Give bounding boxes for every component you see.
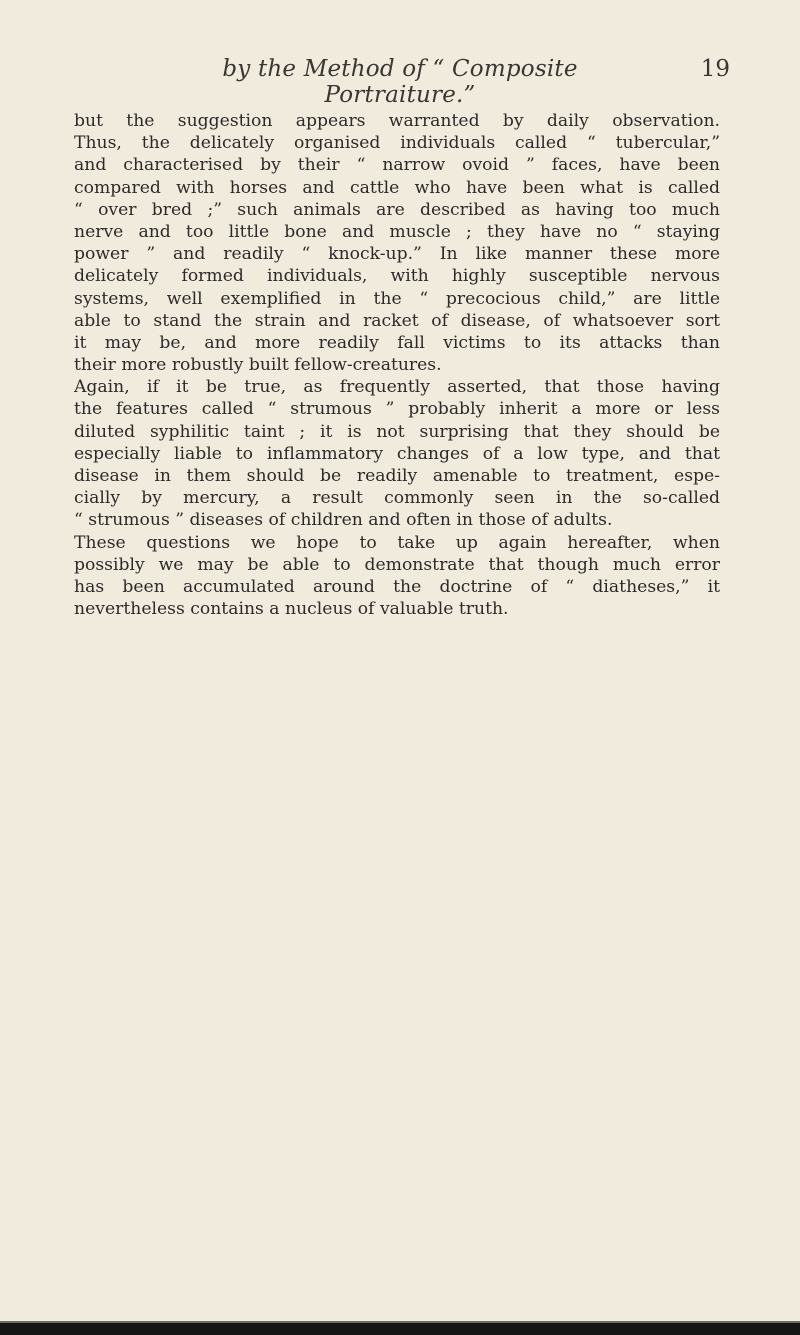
text-line: diluted syphilitic taint ; it is not surprising that they should be (74, 421, 720, 442)
text-line: but the suggestion appears warranted by daily observation. (74, 111, 720, 131)
text-line: nevertheless contains a nucleus of valuable truth. (74, 599, 509, 620)
text-line: the features called “ strumous ” probably inherit a more or less (74, 399, 720, 420)
text-line: These questions we hope to take up again hereafter, when (74, 532, 720, 553)
page-number: 19 (700, 56, 730, 82)
text-line: cially by mercury, a result commonly seen in the so-called (74, 488, 720, 509)
text-line: systems, well exemplified in the “ precocious child,” are little (74, 288, 720, 309)
running-head: by the Method of “ Composite Portraiture.” (222, 56, 578, 108)
text-line: delicately formed individuals, with highly susceptible nervous (74, 266, 720, 287)
text-line: power ” and readily “ knock-up.” In like manner these more (74, 244, 720, 265)
text-line: “ over bred ;” such animals are described as having too much (74, 199, 720, 220)
bottom-edge (0, 1323, 800, 1335)
text-line: their more robustly built fellow-creatures. (74, 355, 442, 376)
text-line: it may be, and more readily fall victims to its attacks than (74, 332, 720, 353)
text-line: especially liable to inflammatory changes of a low type, and that (74, 443, 720, 464)
text-line: Thus, the delicately organised individuals called “ tubercular,” (74, 133, 720, 154)
text-line: compared with horses and cattle who have been what is called (74, 177, 720, 198)
text-line: possibly we may be able to demonstrate that though much error (74, 554, 720, 575)
text-line: “ strumous ” diseases of children and often in those of adults. (74, 510, 613, 531)
text-line: nerve and too little bone and muscle ; they have no “ staying (74, 221, 720, 242)
text-line: disease in them should be readily amenable to treatment, espe- (74, 466, 720, 486)
text-line: able to stand the strain and racket of disease, of whatsoever sort (74, 310, 720, 331)
text-line: has been accumulated around the doctrine of “ diatheses,” it (74, 576, 720, 597)
text-line: and characterised by their “ narrow ovoid ” faces, have been (74, 155, 720, 176)
body-text (74, 110, 720, 620)
text-line: Again, if it be true, as frequently asserted, that those having (74, 377, 720, 398)
